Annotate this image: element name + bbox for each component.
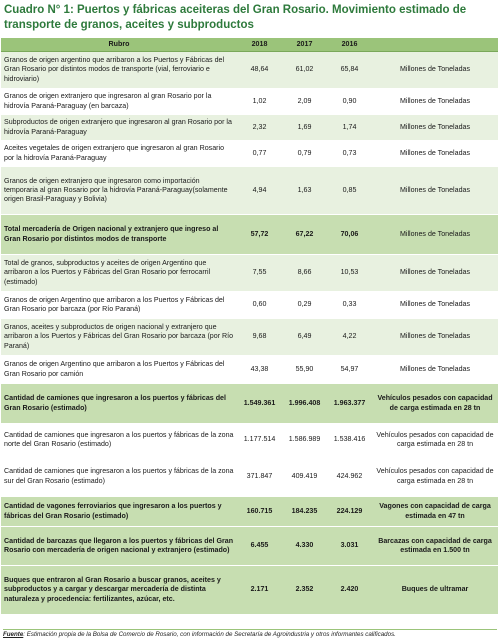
unit-cell: Millones de Toneladas xyxy=(372,52,498,89)
source-footnote xyxy=(3,629,497,638)
value-2018: 9,68 xyxy=(237,319,282,356)
unit-cell: Millones de Toneladas xyxy=(372,356,498,384)
header-2018: 2018 xyxy=(237,38,282,52)
table-row xyxy=(1,384,498,424)
value-2017: 55,90 xyxy=(282,356,327,384)
header-unit xyxy=(372,38,498,52)
value-2018: 1,02 xyxy=(237,89,282,115)
table-row xyxy=(1,52,498,89)
header-2017: 2017 xyxy=(282,38,327,52)
table-row xyxy=(1,89,498,115)
value-2016: 65,84 xyxy=(327,52,372,89)
value-2017: 1,63 xyxy=(282,167,327,215)
value-2017: 8,66 xyxy=(282,255,327,292)
data-table xyxy=(1,38,498,615)
table-title: Cuadro N° 1: Puertos y fábricas aceiteras del Gran Rosario. Movimiento estimado de transporte de granos, aceites y subproductos xyxy=(4,4,467,31)
rubro-cell: Granos de origen argentino que arribaron a los Puertos y Fábricas del Gran Rosario por distintos modos de transporte (vial, ferroviario e hidroviario) xyxy=(1,52,237,89)
value-2016: 2.420 xyxy=(327,566,372,615)
unit-cell: Buques de ultramar xyxy=(372,566,498,615)
table-row xyxy=(1,457,498,497)
unit-cell: Millones de Toneladas xyxy=(372,215,498,255)
unit-cell: Millones de Toneladas xyxy=(372,89,498,115)
rubro-cell: Granos de origen Argentino que arribaron a los Puertos y Fábricas del Gran Rosario por camión xyxy=(1,356,237,384)
value-2018: 48,64 xyxy=(237,52,282,89)
unit-cell: Vehículos pesados con capacidad de carga estimada en 28 tn xyxy=(372,384,498,424)
value-2016: 224.129 xyxy=(327,497,372,527)
table-row xyxy=(1,424,498,457)
table-row xyxy=(1,115,498,141)
total-row xyxy=(1,215,498,255)
rubro-cell: Granos de origen extranjero que ingresaron como importación temporaria al gran Rosario por la hidrovía Paraná-Paraguay(solamente origen Brasil-Paraguay y Bolivia) xyxy=(1,167,237,215)
value-2018: 0,77 xyxy=(237,141,282,167)
value-2016: 1.963.377 xyxy=(327,384,372,424)
value-2018: 160.715 xyxy=(237,497,282,527)
table-row xyxy=(1,319,498,356)
value-2016: 0,73 xyxy=(327,141,372,167)
rubro-cell: Total de granos, subproductos y aceites de origen Argentino que arribaron a los Puertos y Fábricas del Gran Rosario por ferrocarril (estimado) xyxy=(1,255,237,292)
value-2016: 4,22 xyxy=(327,319,372,356)
table-row xyxy=(1,527,498,566)
value-2018: 1.549.361 xyxy=(237,384,282,424)
unit-cell: Millones de Toneladas xyxy=(372,167,498,215)
value-2017: 4.330 xyxy=(282,527,327,566)
rubro-cell: Buques que entraron al Gran Rosario a buscar granos, aceites y subproductos y a cargar y descargar mercadería de distinta naturaleza y procedencia: fertilizantes, azúcar, etc. xyxy=(1,566,237,615)
value-2016: 70,06 xyxy=(327,215,372,255)
rubro-cell: Cantidad de camiones que ingresaron a los puertos y fábricas de la zona sur del Gran Rosario (estimado) xyxy=(1,457,237,497)
value-2017: 2,09 xyxy=(282,89,327,115)
table-row xyxy=(1,356,498,384)
rubro-cell: Granos de origen Argentino que arribaron a los Puertos y Fábricas del Gran Rosario por barcaza (por Río Paraná) xyxy=(1,292,237,319)
value-2018: 43,38 xyxy=(237,356,282,384)
unit-cell: Millones de Toneladas xyxy=(372,255,498,292)
rubro-cell: Cantidad de vagones ferroviarios que ingresaron a los puertos y fábricas del Gran Rosario (estimado) xyxy=(1,497,237,527)
table-row xyxy=(1,566,498,615)
value-2017: 409.419 xyxy=(282,457,327,497)
source-label: Fuente xyxy=(3,631,24,638)
value-2018: 4,94 xyxy=(237,167,282,215)
header-rubro: Rubro xyxy=(1,38,237,52)
source-text: : Estimación propia de la Bolsa de Comercio de Rosario, con información de Secretaría de Agroindustria y otros informantes calificados. xyxy=(23,631,396,638)
value-2018: 7,55 xyxy=(237,255,282,292)
value-2016: 54,97 xyxy=(327,356,372,384)
value-2017: 1.996.408 xyxy=(282,384,327,424)
unit-cell: Millones de Toneladas xyxy=(372,292,498,319)
value-2018: 1.177.514 xyxy=(237,424,282,457)
rubro-cell: Cantidad de camiones que ingresaron a los puertos y fábricas del Gran Rosario (estimado) xyxy=(1,384,237,424)
rubro-cell: Aceites vegetales de origen extranjero que ingresaron al gran Rosario por la hidrovía Paraná-Paraguay xyxy=(1,141,237,167)
value-2018: 57,72 xyxy=(237,215,282,255)
value-2016: 3.031 xyxy=(327,527,372,566)
value-2017: 6,49 xyxy=(282,319,327,356)
table-row xyxy=(1,292,498,319)
table-row xyxy=(1,255,498,292)
value-2017: 67,22 xyxy=(282,215,327,255)
value-2016: 10,53 xyxy=(327,255,372,292)
value-2016: 0,85 xyxy=(327,167,372,215)
value-2017: 184.235 xyxy=(282,497,327,527)
value-2018: 371.847 xyxy=(237,457,282,497)
value-2016: 1,74 xyxy=(327,115,372,141)
table-row xyxy=(1,141,498,167)
unit-cell: Barcazas con capacidad de carga estimada en 1.500 tn xyxy=(372,527,498,566)
unit-cell: Vagones con capacidad de carga estimada en 47 tn xyxy=(372,497,498,527)
value-2016: 424.962 xyxy=(327,457,372,497)
value-2017: 0,79 xyxy=(282,141,327,167)
rubro-cell: Subproductos de origen extranjero que ingresaron al gran Rosario por la hidrovía Paraná-Paraguay xyxy=(1,115,237,141)
unit-cell: Millones de Toneladas xyxy=(372,141,498,167)
header-2016: 2016 xyxy=(327,38,372,52)
unit-cell: Millones de Toneladas xyxy=(372,319,498,356)
value-2017: 2.352 xyxy=(282,566,327,615)
table-header-row xyxy=(1,38,498,52)
value-2017: 0,29 xyxy=(282,292,327,319)
rubro-cell: Total mercadería de Origen nacional y extranjero que ingreso al Gran Rosario por distintos modos de transporte xyxy=(1,215,237,255)
rubro-cell: Granos, aceites y subproductos de origen nacional y extranjero que arribaron a los Puertos y Fábricas del Gran Rosario por barcaza (por Río Paraná) xyxy=(1,319,237,356)
value-2017: 1,69 xyxy=(282,115,327,141)
rubro-cell: Granos de origen extranjero que ingresaron al gran Rosario por la hidrovía Paraná-Paraguay (en barcaza) xyxy=(1,89,237,115)
value-2017: 61,02 xyxy=(282,52,327,89)
value-2018: 2,32 xyxy=(237,115,282,141)
table-row xyxy=(1,497,498,527)
value-2016: 0,33 xyxy=(327,292,372,319)
rubro-cell: Cantidad de barcazas que llegaron a los puertos y fábricas del Gran Rosario con mercadería de origen nacional y extranjero (estimado) xyxy=(1,527,237,566)
unit-cell: Vehículos pesados con capacidad de carga estimada en 28 tn xyxy=(372,457,498,497)
table-row xyxy=(1,167,498,215)
value-2018: 2.171 xyxy=(237,566,282,615)
unit-cell: Millones de Toneladas xyxy=(372,115,498,141)
value-2018: 0,60 xyxy=(237,292,282,319)
value-2016: 0,90 xyxy=(327,89,372,115)
value-2018: 6.455 xyxy=(237,527,282,566)
value-2017: 1.586.989 xyxy=(282,424,327,457)
unit-cell: Vehículos pesados con capacidad de carga estimada en 28 tn xyxy=(372,424,498,457)
value-2016: 1.538.416 xyxy=(327,424,372,457)
rubro-cell: Cantidad de camiones que ingresaron a los puertos y fábricas de la zona norte del Gran Rosario (estimado) xyxy=(1,424,237,457)
